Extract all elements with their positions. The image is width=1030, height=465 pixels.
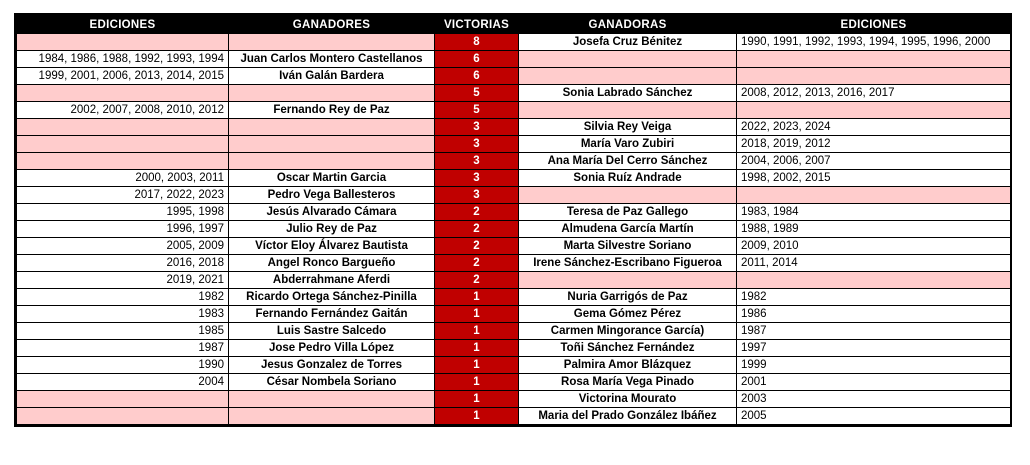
ganadora-cell: María Varo Zubiri <box>519 136 737 153</box>
table-row <box>17 238 1011 255</box>
ediciones-ganador-cell: 1985 <box>17 323 229 340</box>
ganadora-cell: Almudena García Martín <box>519 221 737 238</box>
ganador-cell: Pedro Vega Ballesteros <box>229 187 435 204</box>
table-row <box>17 187 1011 204</box>
ediciones-ganador-cell: 2004 <box>17 374 229 391</box>
table-row <box>17 68 1011 85</box>
ediciones-ganadora-cell: 1988, 1989 <box>737 221 1011 238</box>
table-row <box>17 306 1011 323</box>
ediciones-ganadora-cell: 1997 <box>737 340 1011 357</box>
ediciones-ganadora-cell: 2009, 2010 <box>737 238 1011 255</box>
victorias-cell: 6 <box>435 68 519 85</box>
ediciones-ganadora-cell: 2005 <box>737 408 1011 425</box>
header-victorias: VICTORIAS <box>435 16 519 34</box>
ganadora-cell: Sonia Labrado Sánchez <box>519 85 737 102</box>
ediciones-ganadora-cell: 1987 <box>737 323 1011 340</box>
table-row <box>17 289 1011 306</box>
victorias-cell: 2 <box>435 272 519 289</box>
ganadora-cell: Carmen Mingorance García) <box>519 323 737 340</box>
ganador-cell: Angel Ronco Bargueño <box>229 255 435 272</box>
ganador-cell: Fernando Rey de Paz <box>229 102 435 119</box>
header-row <box>17 16 1011 34</box>
ediciones-ganadora-cell <box>737 187 1011 204</box>
ganador-cell <box>229 391 435 408</box>
victorias-cell: 2 <box>435 255 519 272</box>
header-ganadores: GANADORES <box>229 16 435 34</box>
table-row <box>17 340 1011 357</box>
victorias-cell: 2 <box>435 238 519 255</box>
table-row <box>17 272 1011 289</box>
ediciones-ganadora-cell: 1999 <box>737 357 1011 374</box>
ediciones-ganador-cell: 2017, 2022, 2023 <box>17 187 229 204</box>
table-row <box>17 374 1011 391</box>
ediciones-ganadora-cell <box>737 51 1011 68</box>
victorias-cell: 3 <box>435 170 519 187</box>
ediciones-ganador-cell: 1982 <box>17 289 229 306</box>
ganador-cell: Julio Rey de Paz <box>229 221 435 238</box>
victorias-cell: 1 <box>435 357 519 374</box>
ediciones-ganadora-cell: 1982 <box>737 289 1011 306</box>
ediciones-ganadora-cell <box>737 102 1011 119</box>
victorias-cell: 5 <box>435 102 519 119</box>
ganadora-cell: Sonia Ruíz Andrade <box>519 170 737 187</box>
ganador-cell <box>229 136 435 153</box>
ganadora-cell <box>519 68 737 85</box>
ganadora-cell: Silvia Rey Veiga <box>519 119 737 136</box>
ganadora-cell: Gema Gómez Pérez <box>519 306 737 323</box>
ganador-cell: Ricardo Ortega Sánchez-Pinilla <box>229 289 435 306</box>
ediciones-ganadora-cell <box>737 272 1011 289</box>
ediciones-ganador-cell <box>17 85 229 102</box>
table-row <box>17 221 1011 238</box>
ganador-cell: Jose Pedro Villa López <box>229 340 435 357</box>
header-ediciones-ganadoras: EDICIONES <box>737 16 1011 34</box>
ganador-cell: Oscar Martin Garcia <box>229 170 435 187</box>
ediciones-ganador-cell <box>17 391 229 408</box>
table-row <box>17 204 1011 221</box>
victorias-cell: 3 <box>435 119 519 136</box>
victorias-cell: 3 <box>435 187 519 204</box>
ganador-cell: César Nombela Soriano <box>229 374 435 391</box>
ganador-cell <box>229 153 435 170</box>
ganadora-cell: Toñi Sánchez Fernández <box>519 340 737 357</box>
ganador-cell: Iván Galán Bardera <box>229 68 435 85</box>
ganadora-cell: Rosa María Vega Pinado <box>519 374 737 391</box>
ganadora-cell <box>519 102 737 119</box>
ganador-cell: Juan Carlos Montero Castellanos <box>229 51 435 68</box>
ediciones-ganadora-cell <box>737 68 1011 85</box>
ganador-cell <box>229 408 435 425</box>
ganadora-cell: Nuria Garrigós de Paz <box>519 289 737 306</box>
ediciones-ganadora-cell: 1986 <box>737 306 1011 323</box>
victorias-cell: 1 <box>435 306 519 323</box>
ediciones-ganadora-cell: 2004, 2006, 2007 <box>737 153 1011 170</box>
ediciones-ganadora-cell: 1983, 1984 <box>737 204 1011 221</box>
victorias-cell: 2 <box>435 204 519 221</box>
victorias-cell: 1 <box>435 391 519 408</box>
ediciones-ganador-cell: 2002, 2007, 2008, 2010, 2012 <box>17 102 229 119</box>
victorias-cell: 8 <box>435 34 519 51</box>
ediciones-ganadora-cell: 1998, 2002, 2015 <box>737 170 1011 187</box>
table-row <box>17 391 1011 408</box>
winners-table-container <box>14 13 1012 427</box>
ganador-cell <box>229 34 435 51</box>
victorias-cell: 1 <box>435 289 519 306</box>
ediciones-ganadora-cell: 2008, 2012, 2013, 2016, 2017 <box>737 85 1011 102</box>
ganadora-cell: Marta Silvestre Soriano <box>519 238 737 255</box>
ediciones-ganador-cell: 1996, 1997 <box>17 221 229 238</box>
table-row <box>17 323 1011 340</box>
victorias-cell: 6 <box>435 51 519 68</box>
ganador-cell <box>229 85 435 102</box>
table-row <box>17 170 1011 187</box>
ganadora-cell: Irene Sánchez-Escribano Figueroa <box>519 255 737 272</box>
ganador-cell <box>229 119 435 136</box>
ganadora-cell <box>519 51 737 68</box>
victorias-cell: 5 <box>435 85 519 102</box>
table-row <box>17 136 1011 153</box>
ediciones-ganador-cell <box>17 34 229 51</box>
header-ediciones-ganadores: EDICIONES <box>17 16 229 34</box>
table-row <box>17 119 1011 136</box>
victorias-cell: 3 <box>435 153 519 170</box>
ganadora-cell: Josefa Cruz Bénitez <box>519 34 737 51</box>
ediciones-ganadora-cell: 2011, 2014 <box>737 255 1011 272</box>
winners-table <box>16 15 1011 425</box>
ganador-cell: Víctor Eloy Álvarez Bautista <box>229 238 435 255</box>
ganador-cell: Fernando Fernández Gaitán <box>229 306 435 323</box>
header-ganadoras: GANADORAS <box>519 16 737 34</box>
ediciones-ganadora-cell: 2022, 2023, 2024 <box>737 119 1011 136</box>
ganadora-cell <box>519 187 737 204</box>
ediciones-ganador-cell <box>17 153 229 170</box>
ediciones-ganador-cell: 2005, 2009 <box>17 238 229 255</box>
ganador-cell: Jesus Gonzalez de Torres <box>229 357 435 374</box>
victorias-cell: 1 <box>435 374 519 391</box>
victorias-cell: 1 <box>435 408 519 425</box>
ganadora-cell: Palmira Amor Blázquez <box>519 357 737 374</box>
ganador-cell: Jesús Alvarado Cámara <box>229 204 435 221</box>
ediciones-ganador-cell: 1983 <box>17 306 229 323</box>
ediciones-ganador-cell: 2016, 2018 <box>17 255 229 272</box>
ediciones-ganador-cell: 1984, 1986, 1988, 1992, 1993, 1994 <box>17 51 229 68</box>
ediciones-ganador-cell: 1990 <box>17 357 229 374</box>
victorias-cell: 1 <box>435 323 519 340</box>
ganadora-cell <box>519 272 737 289</box>
ediciones-ganador-cell: 2000, 2003, 2011 <box>17 170 229 187</box>
victorias-cell: 2 <box>435 221 519 238</box>
ediciones-ganadora-cell: 1990, 1991, 1992, 1993, 1994, 1995, 1996, 2000 <box>737 34 1011 51</box>
ediciones-ganador-cell <box>17 408 229 425</box>
ediciones-ganador-cell <box>17 136 229 153</box>
ganadora-cell: Victorina Mourato <box>519 391 737 408</box>
ganador-cell: Luis Sastre Salcedo <box>229 323 435 340</box>
ganadora-cell: Ana María Del Cerro Sánchez <box>519 153 737 170</box>
ediciones-ganadora-cell: 2001 <box>737 374 1011 391</box>
ediciones-ganador-cell: 1999, 2001, 2006, 2013, 2014, 2015 <box>17 68 229 85</box>
victorias-cell: 1 <box>435 340 519 357</box>
table-row <box>17 85 1011 102</box>
ganadora-cell: Maria del Prado González Ibáñez <box>519 408 737 425</box>
ediciones-ganador-cell: 1987 <box>17 340 229 357</box>
ediciones-ganador-cell: 2019, 2021 <box>17 272 229 289</box>
ediciones-ganador-cell <box>17 119 229 136</box>
ediciones-ganador-cell: 1995, 1998 <box>17 204 229 221</box>
table-row <box>17 408 1011 425</box>
table-row <box>17 102 1011 119</box>
table-row <box>17 357 1011 374</box>
victorias-cell: 3 <box>435 136 519 153</box>
table-row <box>17 34 1011 51</box>
table-row <box>17 51 1011 68</box>
table-row <box>17 153 1011 170</box>
ediciones-ganadora-cell: 2003 <box>737 391 1011 408</box>
table-row <box>17 255 1011 272</box>
ganador-cell: Abderrahmane Aferdi <box>229 272 435 289</box>
ediciones-ganadora-cell: 2018, 2019, 2012 <box>737 136 1011 153</box>
ganadora-cell: Teresa de Paz Gallego <box>519 204 737 221</box>
